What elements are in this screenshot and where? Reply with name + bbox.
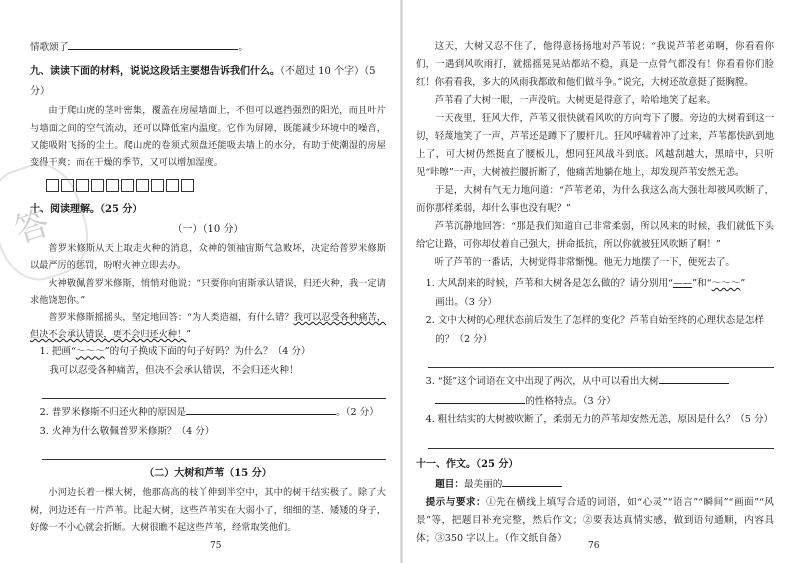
part2-question-2: 2. 文中大树的心理状态前后发生了怎样的变化？芦苇自始至终的心理状态是怎样的？（2 分）	[425, 315, 764, 345]
essay-topic: 题目：最美丽的	[416, 475, 774, 495]
story-paragraph-2: 芦苇看了大树一眼，一声没吭。大树更是得意了，哈哈地笑了起来。	[434, 95, 717, 106]
story-paragraph-6: 听了芦苇的一番话，大树觉得非常惭愧。他无力地摆了一下，便死去了。	[434, 257, 735, 268]
answer-blank[interactable]	[435, 392, 525, 404]
answer-line[interactable]	[428, 352, 774, 368]
q9-heading: 九、读读下面的材料，说说这段话主要想告诉我们什么。（不超过 10 个字）（5 分）	[30, 66, 376, 98]
wavy-underlined-sentence: 我可以忍受各种痛苦，但决不会承认错误，更不会归还火种！	[30, 312, 387, 341]
part2-question-4: 4. 粗壮结实的大树被吹断了，柔弱无力的芦苇却安然无恙，原因是什么？（5 分）	[425, 414, 774, 425]
page-number: 76	[588, 541, 600, 551]
part1-question-1: 1. 把画“～～～”的句子换成下面的句子好吗？为什么？（4 分）	[39, 346, 311, 358]
part2-question-3: 3. “挺”这个词语在文中出现了两次，从中可以看出大树	[416, 372, 774, 392]
q10-heading: 十、阅读理解。（25 分）	[30, 204, 143, 216]
part2-paragraph-1: 小河边长着一棵大树，他那高高的枝丫伸到半空中，其中的树干结实极了。除了大树，河边还有一片芦苇。比起大树，这些芦苇实在大弱小了，细细的茎、矮矮的身子，好像一不小心就会折断。大树很瞧不起这些芦苇，经常取笑他们。	[30, 487, 386, 533]
part2-question-3-tail: 的性格特点。（3 分）	[416, 392, 774, 412]
page-number: 75	[210, 541, 222, 551]
story-paragraph-5: 芦苇沉静地回答：“那是我们知道自己非常柔弱，所以风来的时候，我们就低下头给它让路，可你却仗着自己强大，拼命抵抗，所以你就被狂风吹断了啊！”	[416, 221, 774, 250]
topic-blank[interactable]	[502, 475, 562, 487]
q9-passage: 由于爬山虎的茎叶密集，覆盖在房屋墙面上，不但可以遮挡强烈的阳光，而且叶片与墙面之间的空气流动，还可以降低室内温度。它作为屏障，既能减少环境中的噪音，又能吸附飞扬的尘土。爬山虎的卷须式须盘还能吸去墙上的水分，有助于使潮湿的房屋变得干爽；而在干燥的季节，又可以增加湿度。	[30, 105, 386, 169]
answer-line[interactable]	[428, 433, 774, 449]
answer-blank[interactable]	[186, 403, 336, 415]
answer-blank[interactable]	[659, 372, 729, 384]
answer-line[interactable]	[42, 444, 386, 460]
q11-heading: 十一、作文。（25 分）	[416, 458, 519, 470]
essay-requirements: 提示与要求：①先在横线上填写合适的词语，如“心灵”“语言”“瞬间”“画面”“风景”等，把题目补充完整，然后作文；②要表达真情实感，做到语句通顺，内容具体；③350 字以上。（作文纸自备）	[416, 497, 774, 544]
story-paragraph-1: 这天，大树又忍不住了，他得意扬扬地对芦苇说：“我说芦苇老弟啊，你看看你们，一遇到风吹雨打，就摇摇晃晃站都站不稳，真是一点骨气都没有！你看看你们脸红！你看看我，多大的风雨我都敢和他们做斗争。”说完，大树还故意挺了挺胸膛。	[416, 41, 774, 88]
emotion-line-prefix: 情歌颂了	[30, 42, 69, 53]
part1-title: （一）（10 分）	[172, 224, 244, 236]
part2-title: （二）大树和芦苇（15 分）	[144, 468, 272, 480]
answer-line[interactable]	[42, 383, 386, 399]
emotion-line: 情歌颂了 。	[30, 38, 386, 56]
part1-paragraph-1: 普罗米修斯从天上取走火种的消息，众神的领袖宙斯气急败坏，决定给普罗米修斯以最严厉的惩罚，吩咐火神立即去办。	[30, 243, 386, 272]
watermark-stamp: 答	[0, 154, 99, 290]
part1-paragraph-3: 普罗米修斯摇摇头，坚定地回答：“为人类造福，有什么错？我可以忍受各种痛苦，但决不会承认错误，更不会归还火种！”	[30, 312, 387, 341]
part1-question-1-sentence: 我可以忍受各种痛苦，但决不会承认错误，不会归还火种！	[49, 364, 299, 376]
part2-question-1-tail: 画出。（3 分）	[435, 296, 498, 308]
story-paragraph-3: 一天夜里，狂风大作，芦苇又很快就看风吹的方向弯下了腰。旁边的大树看到这一切，轻蔑地笑了一声，芦苇还是蹲下了腰杆儿。狂风呼啸着冲了过来，芦苇都快趴到地上了，可大树仍然挺直了腰板儿，想同狂风战斗到底。风越刮越大，黑暗中，只听见“咔嚓”一声，大树被拦腰折断了，他痛苦地躺在地上，却发现芦苇安然无恙。	[416, 113, 774, 178]
part2-question-1: 1. 大风刮来的时候，芦苇和大树各是怎么做的？请分别用“——”和“～～～”	[425, 278, 746, 289]
part1-paragraph-2: 火神敬佩普罗米修斯，悄悄对他说：“只要你向宙斯承认错误，归还火种，我一定请求他饶恕你。”	[30, 277, 386, 306]
story-paragraph-4: 于是，大树有气无力地问道：“芦苇老弟，为什么我这么高大强壮却被风吹断了，而你那样柔弱，却什么事也没有呢？”	[416, 185, 774, 214]
right-page	[402, 0, 800, 563]
part1-question-2: 2. 普罗米修斯不归还火种的原因是 。（2 分）	[30, 403, 386, 423]
answer-blank[interactable]	[68, 38, 238, 50]
part1-question-3: 3. 火神为什么敬佩普罗米修斯？（4 分）	[39, 425, 215, 437]
answer-boxes[interactable]	[46, 179, 386, 192]
